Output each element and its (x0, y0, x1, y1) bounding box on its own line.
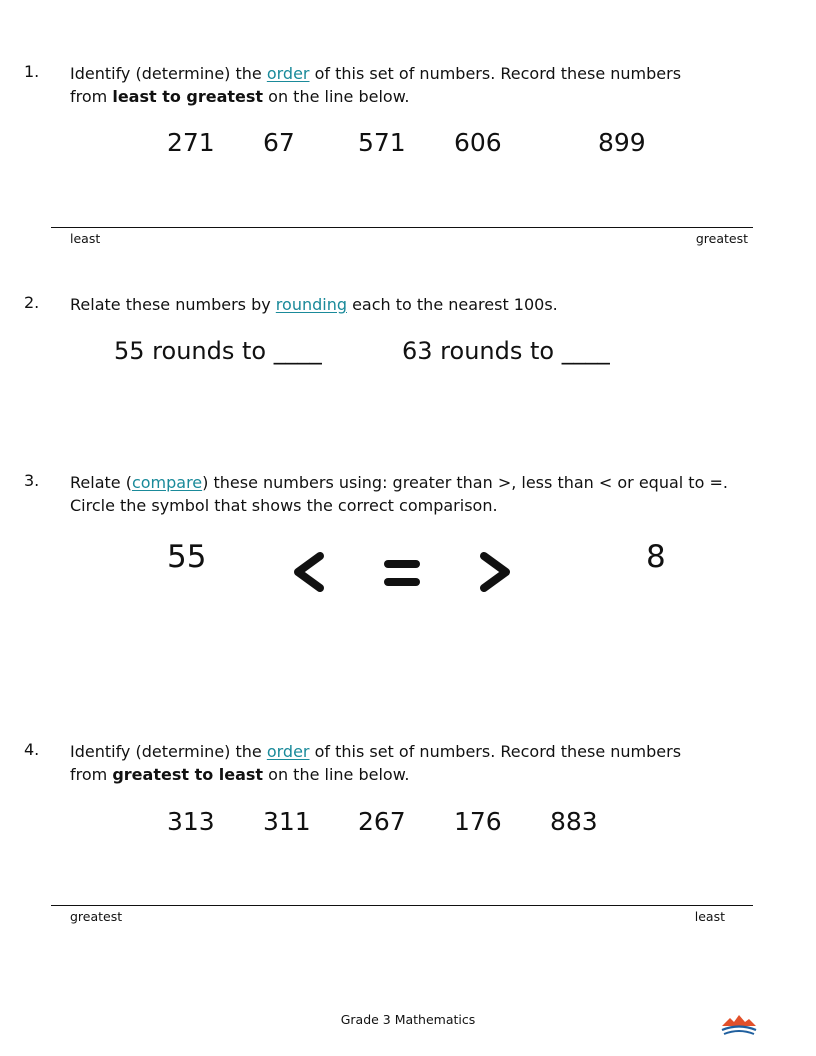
text-segment: Circle the symbol that shows the correct comparison. (70, 496, 498, 515)
number-item: 899 (598, 128, 646, 157)
question-number: 2. (24, 293, 40, 312)
question-text (70, 471, 790, 517)
greater-than-icon[interactable] (476, 550, 516, 594)
number-item: 271 (167, 128, 215, 157)
number-item: 571 (358, 128, 406, 157)
text-segment: of this set of numbers. Record these numbers (309, 64, 682, 83)
text-segment: Relate ( (70, 473, 132, 492)
text-segment: Identify (determine) the (70, 742, 267, 761)
question-text (70, 740, 770, 786)
number-item: 267 (358, 807, 406, 836)
less-than-icon[interactable] (288, 550, 328, 594)
number-item: 883 (550, 807, 598, 836)
line-left-label: least (70, 231, 101, 246)
number-item: 606 (454, 128, 502, 157)
text-segment: ) these numbers using: greater than >, less than < or equal to =. (202, 473, 728, 492)
emphasis-text: greatest to least (112, 765, 264, 784)
text-segment: each to the nearest 100s. (347, 295, 558, 314)
number-item: 176 (454, 807, 502, 836)
question-number: 3. (24, 471, 40, 490)
text-segment: of this set of numbers. Record these numbers (309, 742, 682, 761)
equal-icon[interactable] (382, 556, 422, 590)
line-right-label: greatest (695, 231, 748, 246)
rounding-item[interactable]: 55 rounds to ____ (114, 337, 322, 365)
compare-right-number: 8 (646, 539, 666, 575)
vocab-link-order[interactable]: order (266, 742, 310, 761)
vocab-link-rounding[interactable]: rounding (275, 295, 347, 314)
emphasis-text: least to greatest (112, 87, 264, 106)
mountain-logo-icon (720, 1012, 758, 1038)
text-segment: on the line below. (263, 87, 410, 106)
rounding-item[interactable]: 63 rounds to ____ (402, 337, 610, 365)
vocab-link-compare[interactable]: compare (131, 473, 203, 492)
number-item: 313 (167, 807, 215, 836)
text-segment: from (70, 765, 113, 784)
answer-line[interactable] (51, 905, 753, 906)
line-right-label: least (694, 909, 725, 924)
question-number: 1. (24, 62, 40, 81)
text-segment: on the line below. (263, 765, 410, 784)
line-left-label: greatest (70, 909, 123, 924)
number-item: 311 (263, 807, 311, 836)
text-segment: Relate these numbers by (70, 295, 276, 314)
number-item: 67 (263, 128, 295, 157)
answer-line[interactable] (51, 227, 753, 228)
vocab-link-order[interactable]: order (266, 64, 310, 83)
footer-text: Grade 3 Mathematics (340, 1012, 476, 1027)
text-segment: Identify (determine) the (70, 64, 267, 83)
question-text (70, 62, 770, 108)
question-number: 4. (24, 740, 40, 759)
text-segment: from (70, 87, 113, 106)
question-text (70, 293, 770, 316)
compare-left-number: 55 (167, 539, 207, 575)
